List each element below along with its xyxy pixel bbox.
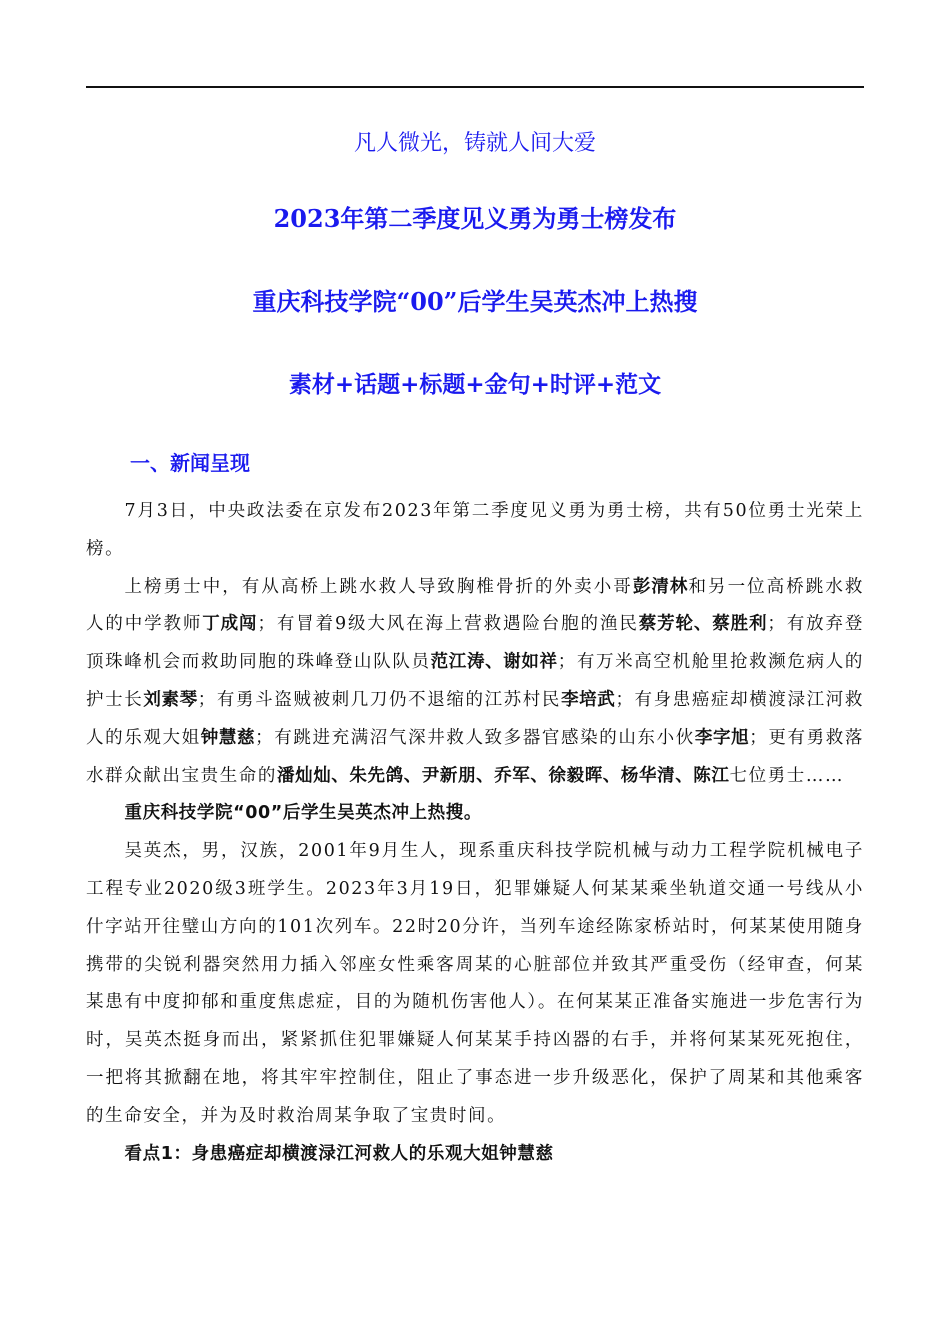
text: ；更有勇救落水群众献出宝贵生命的 (86, 727, 864, 786)
main-title: 2023年第二季度见义勇为勇士榜发布 (273, 204, 677, 233)
tags-title: 素材+话题+标题+金句+时评+范文 (288, 372, 662, 398)
bold-text: 丁成闯 (202, 614, 258, 635)
slogan-title: 凡人微光，铸就人间大爱 (353, 131, 596, 156)
paragraph-heading (86, 1136, 864, 1174)
bold-text: 范江涛、谢如祥 (430, 652, 558, 673)
text: ；有跳进充满沼气深井救人致多器官感染的山东小伙 (255, 727, 695, 748)
text: 七位勇士…… (729, 765, 845, 786)
bold-text: 彭清林 (632, 576, 689, 597)
text: 7月3日，中央政法委在京发布2023年第二季度见义勇为勇士榜，共有50位勇士光荣上榜。 (86, 501, 864, 559)
bold-text: 重庆科技学院“00”后学生吴英杰冲上热搜。 (124, 803, 482, 824)
bold-text: 看点1：身患癌症却横渡渌江河救人的乐观大姐钟慧慈 (124, 1143, 554, 1164)
section-heading: 一、新闻呈现 (130, 451, 250, 475)
bold-text: 蔡芳轮、蔡胜利 (638, 614, 768, 635)
text: 上榜勇士中，有从高桥上跳水救人导致胸椎骨折的外卖小哥 (124, 576, 633, 597)
text: ；有冒着9级大风在海上营救遇险台胞的渔民 (257, 614, 639, 635)
text: ；有万米高空机舱里抢救濒危病人的护士长 (86, 652, 864, 710)
subtitle: 重庆科技学院“00”后学生吴英杰冲上热搜 (252, 287, 698, 316)
text: 吴英杰，男，汉族，2001年9月生人，现系重庆科技学院机械与动力工程学院机械电子工程专业2020级3班学生。2023年3月19日，犯罪嫌疑人何某某乘坐轨道交通一号线从小什字站开往璧山方向的101次列车。22时20分许，当列车途经陈家桥站时，何某某使用随身携带的尖锐利器突然用力插入邻座女性乘客周某的心脏部位并致其严重受伤（经审查，何某某患有中度抑郁和重度焦虑症，目的为随机伤害他人）。在何某某正准备实施进一步危害行为时，吴英杰挺身而出，紧紧抓住犯罪嫌疑人何某某手持凶器的右手，并将何某某死死抱住，一把将其掀翻在地，将其牢牢控制住，阻止了事态进一步升级恶化，保护了周某和其他乘客的生命安全，并为及时救治周某争取了宝贵时间。 (86, 841, 864, 1126)
text: ；有身患癌症却横渡渌江河救人的乐观大姐 (86, 689, 864, 748)
bold-text: 李培武 (561, 689, 616, 710)
bold-text: 刘素琴 (143, 689, 198, 710)
paragraph-heading (86, 795, 864, 833)
text: 和另一位高桥跳水救人的中学教师 (86, 576, 864, 635)
header-rule (86, 86, 864, 88)
text: ；有勇斗盗贼被刺几刀仍不退缩的江苏村民 (197, 689, 562, 710)
text: ；有放弃登顶珠峰机会而救助同胞的珠峰登山队队员 (86, 614, 864, 673)
bold-text: 李字旭 (694, 727, 750, 748)
bold-text: 潘灿灿、朱先鸽、尹新朋、乔军、徐毅晖、杨华清、陈江 (277, 765, 730, 786)
paragraph (86, 569, 864, 796)
article-body (86, 493, 864, 1173)
paragraph (86, 833, 864, 1135)
bold-text: 钟慧慈 (200, 727, 256, 748)
paragraph (86, 493, 864, 569)
